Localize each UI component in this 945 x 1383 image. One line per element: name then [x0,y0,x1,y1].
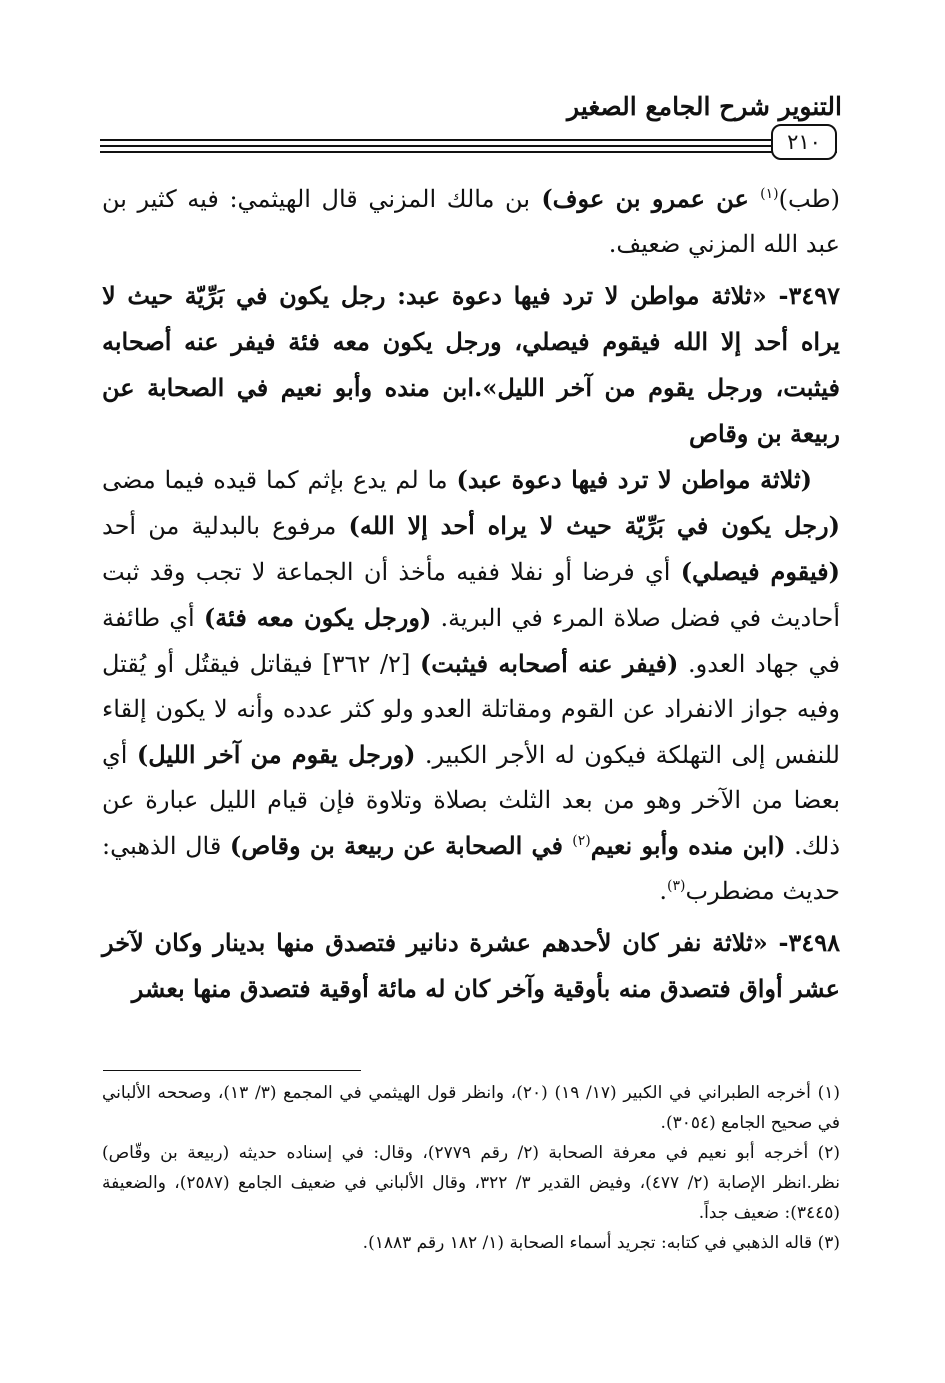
quoted-segment: (ثلاثة مواطن لا ترد فيها دعوة عبد) [456,465,812,494]
footnotes [102,1078,840,1258]
footnote-2: (٢) أخرجه أبو نعيم في معرفة الصحابة (٢/ رقم ٢٧٧٩)، وقال: في إسناده حديثه (ربيعة بن وقّاص) نظر.انظر الإصابة (٢/ ٤٧٧)، وفيض القدير ٣/ ٣٢٢، وقال الألباني في ضعيف الجامع (٢٥٨٧)، والضعيفة (٣٤٤٥): ضعيف جداً. [102,1143,841,1223]
rule-line [100,151,837,153]
commentary-text: قال الذهبي: حديث مضطرب [102,832,840,905]
commentary-text: أي فرضا أو نفلا ففيه مأخذ أن الجماعة لا تجب وقد ثبت أحاديث في فضل صلاة المرء في البرية. [102,558,840,632]
header-rule [100,136,837,154]
footnote-3: (٣) قاله الذهبي في كتابه: تجريد أسماء الصحابة (١/ ١٨٢ رقم ١٨٨٣). [362,1233,840,1253]
quoted-segment: (فيقوم فيصلي) [680,557,841,586]
running-title: التنوير شرح الجامع الصغير [567,92,842,121]
footnote-ref-1[interactable]: (١) [760,186,779,202]
paragraph-text: بن مالك المزني قال الهيثمي: فيه كثير بن عبد الله المزني ضعيف. [102,185,840,258]
quoted-segment: (رجل يكون في بَرِّيّة حيث لا يراه أحد إلا الله) [348,511,840,540]
footnote-separator [103,1070,361,1071]
commentary-text: . [659,877,668,905]
footnote-ref-2[interactable]: (٢) [572,833,591,849]
commentary-text: ما لم يدع بإثم كما قيده فيما مضى [102,466,457,494]
narrator: عن عمرو بن عوف) [530,184,761,213]
quoted-segment: (فيفر عنه أصحابه فيثبت) [419,649,679,678]
commentary-text: أي طائفة في جهاد العدو. [102,604,841,678]
rule-line [100,145,837,147]
hadith-3498 [102,920,840,1012]
commentary-text: أي بعضا من الآخر وهو من بعد الثلث بصلاة وتلاوة فإن قيام الليل عبارة عن ذلك. [102,741,840,860]
commentary-text: مرفوع بالبدلية من أحد [102,512,349,540]
quoted-segment: في الصحابة عن ربيعة بن وقاص) [229,831,573,860]
hadith-number: ٣٤٩٨- [767,928,840,957]
hadith-number: ٣٤٩٧- [766,281,840,310]
hadith-source: ابن منده وأبو نعيم في الصحابة عن ربيعة بن وقاص [102,373,840,448]
source-ref: (طب) [778,185,840,213]
quoted-segment: (ورجل يكون معه فئة) [203,603,432,632]
quoted-segment: (ورجل يقوم من آخر الليل) [136,740,416,769]
paragraph-source-note [102,176,840,267]
footnote-1: (١) أخرجه الطبراني في الكبير (١٧/ ١٩) (٢٠)، وانظر قول الهيثمي في المجمع (٣/ ١٣)، وصححه الألباني في صحيح الجامع (٣٠٥٤). [102,1083,840,1133]
quoted-segment: (ابن منده وأبو نعيم [590,831,786,860]
commentary-3497 [102,457,840,914]
page-number: ٢١٠ [771,124,837,160]
rule-line [100,139,837,141]
commentary-text: [٢/ ٣٦٢] فيقاتل فيقتُل أو يُقتل وفيه جواز الانفراد عن القوم ومقاتلة العدو ولو كثر عدده وأنه لا يكون إلقاء للنفس إلى التهلكة فيكون له الأجر الكبير. [102,650,840,769]
main-text [102,176,840,1012]
hadith-3497 [102,273,840,457]
hadith-text: «ثلاثة نفر كان لأحدهم عشرة دنانير فتصدق منها بدينار وكان لآخر عشر أواق فتصدق منه بأوقية وآخر كان له مائة أوقية فتصدق منها بعشر [102,928,840,1003]
footnote-ref-3[interactable]: (٣) [667,878,686,894]
hadith-text: «ثلاثة مواطن لا ترد فيها دعوة عبد: رجل يكون في بَرِّيّة حيث لا يراه أحد إلا الله فيقوم فيصلي، ورجل يكون معه فئة فيفر عنه أصحابه فيثبت، ورجل يقوم من آخر الليل». [102,281,840,402]
